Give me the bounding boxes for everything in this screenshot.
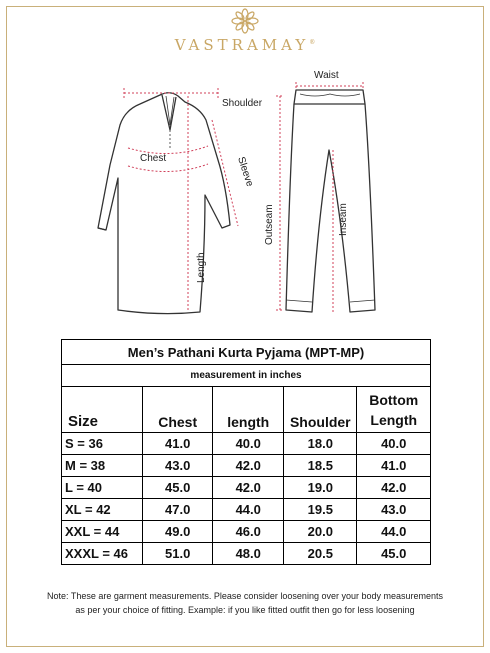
cell-size: XXXL = 46 (62, 543, 143, 565)
cell-chest: 51.0 (143, 543, 213, 565)
size-chart (61, 339, 431, 565)
cell-bottom-length: 41.0 (357, 455, 431, 477)
table-title: Men’s Pathani Kurta Pyjama (MPT-MP) (62, 340, 431, 365)
cell-shoulder: 18.0 (284, 433, 357, 455)
cell-length: 42.0 (213, 455, 284, 477)
cell-chest: 43.0 (143, 455, 213, 477)
table-header-row (62, 387, 431, 433)
header-shoulder: Shoulder (284, 387, 357, 433)
cell-length: 42.0 (213, 477, 284, 499)
shoulder-label: Shoulder (222, 98, 263, 109)
cell-shoulder: 18.5 (284, 455, 357, 477)
table-row (62, 433, 431, 455)
cell-bottom-length: 40.0 (357, 433, 431, 455)
cell-bottom-length: 44.0 (357, 521, 431, 543)
waist-label: Waist (314, 70, 339, 81)
table-row (62, 521, 431, 543)
cell-size: L = 40 (62, 477, 143, 499)
cell-size: S = 36 (62, 433, 143, 455)
cell-size: XXL = 44 (62, 521, 143, 543)
cell-length: 44.0 (213, 499, 284, 521)
cell-shoulder: 20.5 (284, 543, 357, 565)
table-row (62, 543, 431, 565)
table-subtitle: measurement in inches (62, 365, 431, 387)
pyjama-illustration (286, 90, 375, 312)
fit-note (14, 589, 476, 617)
note-line-2: as per your choice of fitting. Example: if you like fitted outfit then go for less loosening (75, 605, 415, 615)
chest-label: Chest (140, 153, 167, 164)
cell-chest: 47.0 (143, 499, 213, 521)
cell-bottom-length: 45.0 (357, 543, 431, 565)
header-bottom-length: Bottom Length (357, 387, 431, 433)
header-chest: Chest (143, 387, 213, 433)
inseam-label: Inseam (338, 203, 349, 236)
note-line-1: Note: These are garment measurements. Please consider loosening over your body measurements (46, 591, 444, 601)
cell-size: M = 38 (62, 455, 143, 477)
flower-logo-icon (230, 8, 260, 34)
length-label: Length (196, 252, 207, 283)
measurement-diagram (0, 60, 490, 330)
cell-chest: 49.0 (143, 521, 213, 543)
brand-logo (0, 8, 490, 39)
table-row (62, 455, 431, 477)
header-length: length (213, 387, 284, 433)
cell-size: XL = 42 (62, 499, 143, 521)
cell-chest: 41.0 (143, 433, 213, 455)
cell-length: 40.0 (213, 433, 284, 455)
cell-chest: 45.0 (143, 477, 213, 499)
table-row (62, 477, 431, 499)
brand-name: VASTRAMAY® (174, 36, 316, 54)
cell-bottom-length: 42.0 (357, 477, 431, 499)
outseam-label: Outseam (264, 204, 275, 245)
sleeve-label: Sleeve (235, 155, 256, 189)
cell-length: 48.0 (213, 543, 284, 565)
kurta-illustration (98, 93, 230, 314)
cell-shoulder: 20.0 (284, 521, 357, 543)
kurta-measure-lines (124, 88, 238, 312)
cell-shoulder: 19.5 (284, 499, 357, 521)
cell-shoulder: 19.0 (284, 477, 357, 499)
size-table (61, 339, 431, 565)
cell-bottom-length: 43.0 (357, 499, 431, 521)
table-row (62, 499, 431, 521)
cell-length: 46.0 (213, 521, 284, 543)
header-size: Size (62, 387, 143, 433)
